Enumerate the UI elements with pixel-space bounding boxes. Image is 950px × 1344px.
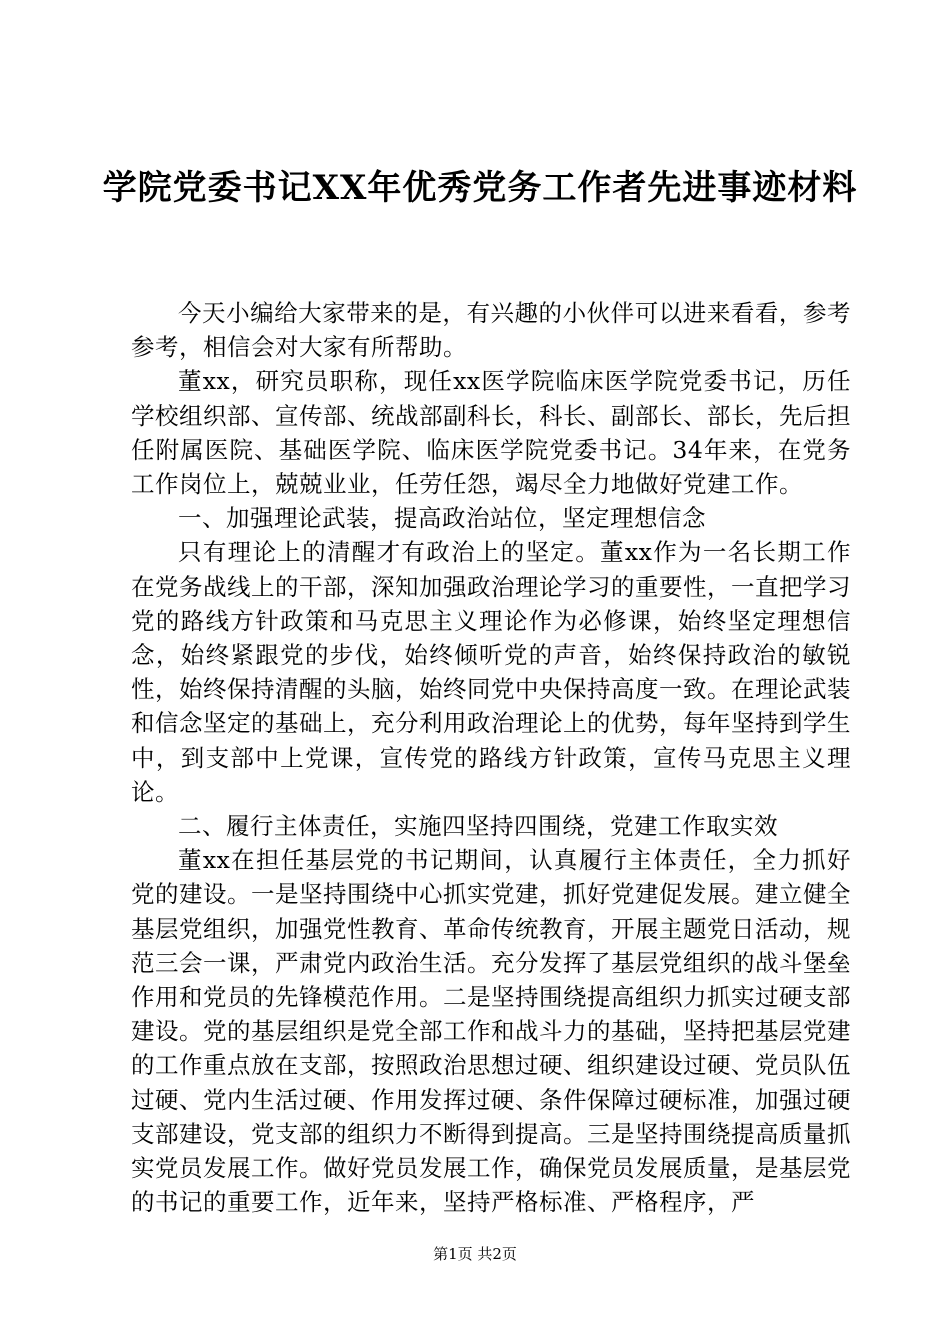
- document-title: 学院党委书记XX年优秀党务工作者先进事迹材料: [102, 168, 858, 208]
- profile-paragraph: 董xx，研究员职称，现任xx医学院临床医学院党委书记，历任学校组织部、宣传部、统战部副科长，科长、副部长、部长，先后担任附属医院、基础医学院、临床医学院党委书记。34年来，在党务工作岗位上，兢兢业业，任劳任怨，竭尽全力地做好党建工作。: [131, 367, 851, 499]
- page-number-footer: 第1页 共2页: [433, 1245, 517, 1263]
- intro-paragraph: 今天小编给大家带来的是，有兴趣的小伙伴可以进来看看，参考参考，相信会对大家有所帮助。: [131, 299, 851, 362]
- section-1-paragraph: 只有理论上的清醒才有政治上的坚定。董xx作为一名长期工作在党务战线上的干部，深知加强政治理论学习的重要性，一直把学习党的路线方针政策和马克思主义理论作为必修课，始终坚定理想信念，始终紧跟党的步伐，始终倾听党的声音，始终保持政治的敏锐性，始终保持清醒的头脑，始终同党中央保持高度一致。在理论武装和信念坚定的基础上，充分利用政治理论上的优势，每年坚持到学生中，到支部中上党课，宣传党的路线方针政策，宣传马克思主义理论。: [131, 538, 851, 806]
- section-heading-2: 二、履行主体责任，实施四坚持四围绕，党建工作取实效: [178, 812, 778, 841]
- document-body: [131, 296, 851, 1219]
- section-2-paragraph: 董xx在担任基层党的书记期间，认真履行主体责任，全力抓好党的建设。一是坚持围绕中心抓实党建，抓好党建促发展。建立健全基层党组织，加强党性教育、革命传统教育，开展主题党日活动，规范三会一课，严肃党内政治生活。充分发挥了基层党组织的战斗堡垒作用和党员的先锋模范作用。二是坚持围绕提高组织力抓实过硬支部建设。党的基层组织是党全部工作和战斗力的基础，坚持把基层党建的工作重点放在支部，按照政治思想过硬、组织建设过硬、党员队伍过硬、党内生活过硬、作用发挥过硬、条件保障过硬标准，加强过硬支部建设，党支部的组织力不断得到提高。三是坚持围绕提高质量抓实党员发展工作。做好党员发展工作，确保党员发展质量，是基层党的书记的重要工作，近年来，坚持严格标准、严格程序，严: [131, 846, 851, 1217]
- section-heading-1: 一、加强理论武装，提高政治站位，坚定理想信念: [178, 504, 706, 533]
